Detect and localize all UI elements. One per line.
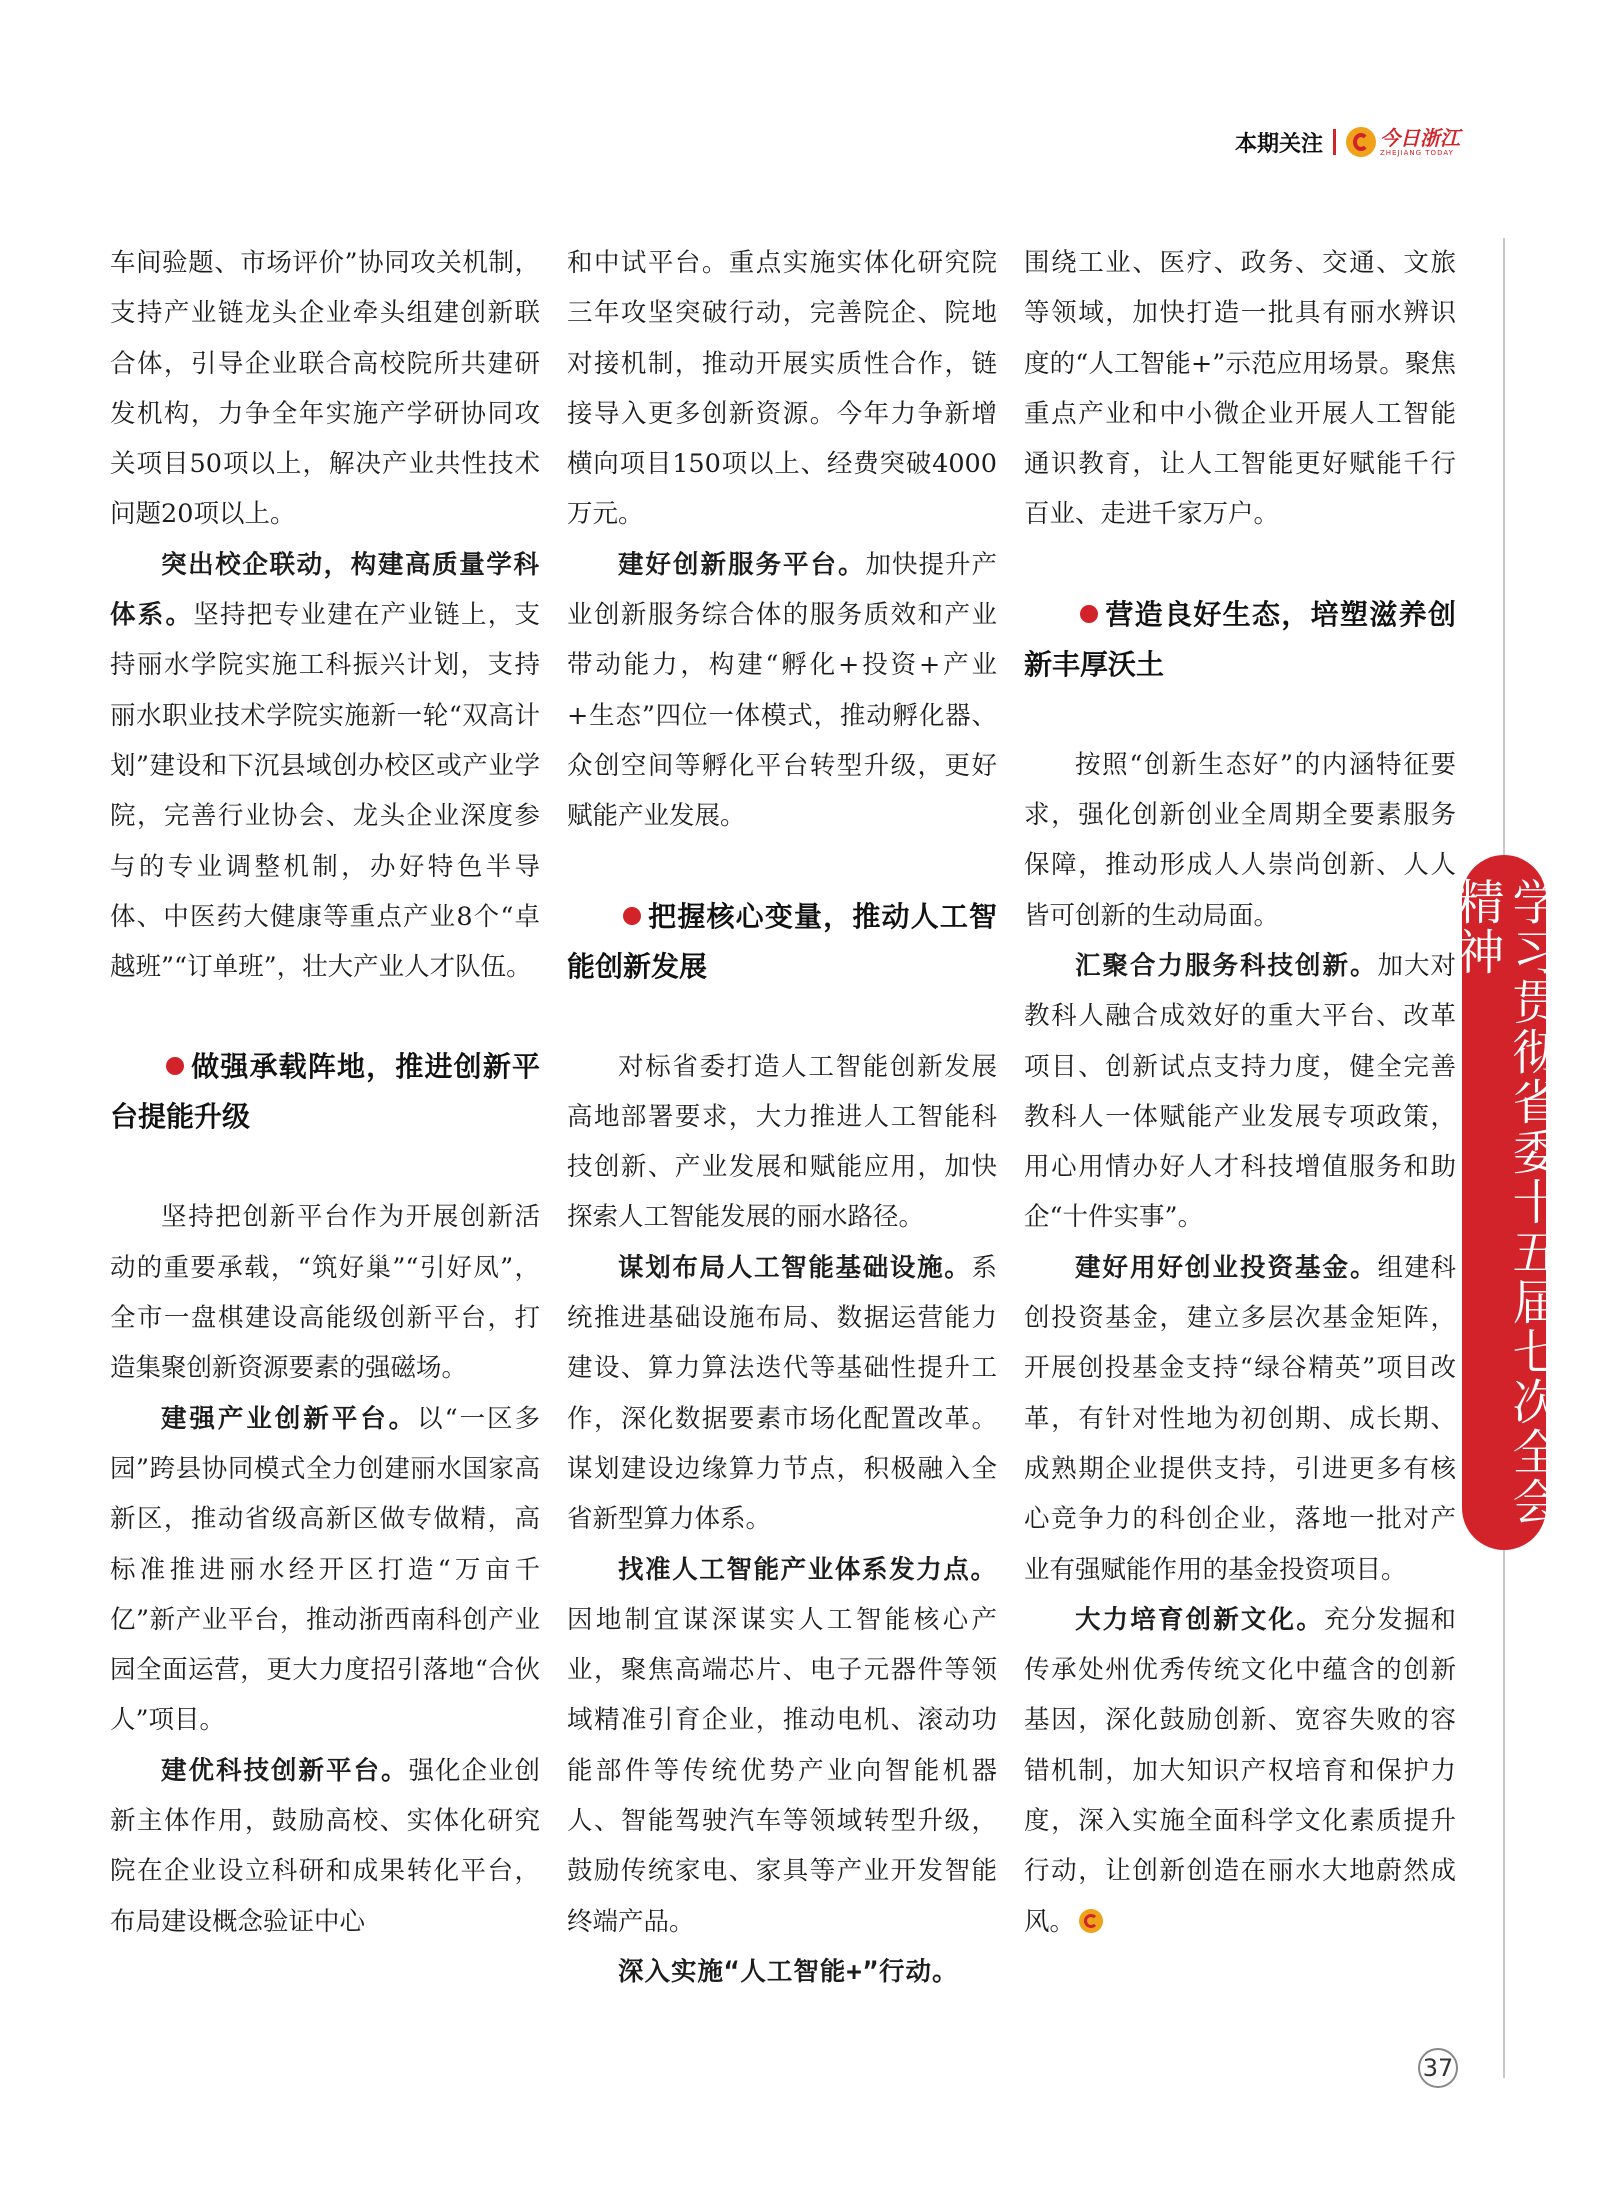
- paragraph: [567, 1947, 997, 1997]
- section-heading-text: 做强承载阵地，推进创新平台提能升级: [110, 1050, 540, 1134]
- paragraph-lead: 谋划布局人工智能基础设施。: [618, 1252, 972, 1283]
- paragraph-body: 充分发掘和传承处州优秀传统文化中蕴含的创新基因，深化鼓励创新、宽容失败的容错机制，加大知识产权培育和保护力度，深入实施全面科学文化素质提升行动，让创新创造在丽水大地蔚然成风。: [1024, 1604, 1456, 1937]
- brand-mark-icon: [1346, 127, 1376, 157]
- paragraph-body: 强化企业创新主体作用，鼓励高校、实体化研究院在企业设立科研和成果转化平台，布局建设概念验证中心: [110, 1755, 540, 1937]
- paragraph: [567, 1243, 997, 1545]
- section-heading: [110, 1042, 540, 1142]
- paragraph: [1024, 1595, 1456, 1947]
- paragraph-body: 加大对教科人融合成效好的重大平台、改革项目、创新试点支持力度，健全完善教科人一体赋能产业发展专项政策，用心用情办好人才科技增值服务和助企“十件实事”。: [1024, 950, 1456, 1233]
- paragraph-body: 以“一区多园”跨县协同模式全力创建丽水国家高新区，推动省级高新区做专做精，高标准推进丽水经开区打造“万亩千亿”新产业平台，推动浙西南科创产业园全面运营，更大力度招引落地“合伙人”项目。: [110, 1403, 540, 1736]
- page-header: [1235, 122, 1460, 162]
- paragraph-lead: 建强产业创新平台。: [161, 1403, 418, 1434]
- paragraph-body: 加快提升产业创新服务综合体的服务质效和产业带动能力，构建“孵化+投资+产业+生态”四位一体模式，推动孵化器、众创空间等孵化平台转型升级，更好赋能产业发展。: [567, 549, 997, 832]
- paragraph-body: 组建科创投资基金，建立多层次基金矩阵，开展创投基金支持“绿谷精英”项目改革，有针对性地为初创期、成长期、成熟期企业提供支持，引进更多有核心竞争力的科创企业，落地一批对产业有强赋能作用的基金投资项目。: [1024, 1252, 1456, 1585]
- paragraph: 按照“创新生态好”的内涵特征要求，强化创新创业全周期全要素服务保障，推动形成人人崇尚创新、人人皆可创新的生动局面。: [1024, 749, 1456, 931]
- side-topic-banner: [1448, 855, 1560, 1550]
- paragraph: [110, 1394, 540, 1746]
- section-heading-text: 把握核心变量，推动人工智能创新发展: [567, 899, 997, 983]
- paragraph-body: 系统推进基础设施布局、数据运营能力建设、算力算法迭代等基础性提升工作，深化数据要素市场化配置改革。谋划建设边缘算力节点，积极融入全省新型算力体系。: [567, 1252, 997, 1535]
- side-banner-text: 学习贯彻省委十五届七次全会精神: [1448, 877, 1560, 1527]
- header-divider: [1333, 129, 1336, 155]
- paragraph: 车间验题、市场评价”协同攻关机制，支持产业链龙头企业牵头组建创新联合体，引导企业联合高校院所共建研发机构，力争全年实施产学研协同攻关项目50项以上，解决产业共性技术问题20项以上。: [110, 248, 540, 530]
- paragraph: [1024, 1243, 1456, 1595]
- paragraph-lead: 突出校企联动，构建高质量学科体系。: [110, 549, 540, 631]
- paragraph-lead: 深入实施“人工智能+”行动。: [618, 1956, 959, 1987]
- paragraph-lead: 汇聚合力服务科技创新。: [1075, 950, 1378, 981]
- paragraph-lead: 建好创新服务平台。: [618, 549, 866, 580]
- section-heading: [567, 892, 997, 992]
- paragraph: [567, 1545, 997, 1947]
- article-column-2: [567, 238, 997, 1997]
- brand-name: 今日浙江: [1380, 125, 1460, 150]
- paragraph-lead: 建优科技创新平台。: [161, 1755, 409, 1786]
- article-column-1: [110, 238, 540, 1947]
- brand-text: [1380, 125, 1460, 157]
- brand-logo: [1346, 127, 1460, 157]
- section-heading-text: 营造良好生态，培塑滋养创新丰厚沃土: [1024, 597, 1456, 681]
- paragraph: 和中试平台。重点实施实体化研究院三年攻坚突破行动，完善院企、院地对接机制，推动开展实质性合作，链接导入更多创新资源。今年力争新增横向项目150项以上、经费突破4000万元。: [567, 248, 997, 530]
- paragraph-lead: 找准人工智能产业体系发力点。: [618, 1554, 997, 1585]
- page-number: 37: [1418, 2048, 1458, 2088]
- brand-subtitle: ZHEJIANG TODAY: [1380, 148, 1454, 157]
- paragraph: [110, 1746, 540, 1947]
- bullet-dot-icon: [1080, 605, 1098, 623]
- paragraph: [1024, 941, 1456, 1243]
- section-heading: [1024, 590, 1456, 690]
- paragraph-body: 坚持把专业建在产业链上，支持丽水学院实施工科振兴计划，支持丽水职业技术学院实施新一轮“双高计划”建设和下沉县域创办校区或产业学院，完善行业协会、龙头企业深度参与的专业调整机制，办好特色半导体、中医药大健康等重点产业8个“卓越班”“订单班”，壮大产业人才队伍。: [110, 600, 540, 983]
- paragraph-lead: 建好用好创业投资基金。: [1075, 1252, 1378, 1283]
- article-end-icon: [1079, 1909, 1103, 1933]
- paragraph: 对标省委打造人工智能创新发展高地部署要求，大力推进人工智能科技创新、产业发展和赋能应用，加快探索人工智能发展的丽水路径。: [567, 1051, 997, 1233]
- paragraph: 围绕工业、医疗、政务、交通、文旅等领域，加快打造一批具有丽水辨识度的“人工智能+”示范应用场景。聚焦重点产业和中小微企业开展人工智能通识教育，让人工智能更好赋能千行百业、走进千家万户。: [1024, 248, 1456, 530]
- bullet-dot-icon: [166, 1057, 184, 1075]
- article-column-3: [1024, 238, 1456, 1947]
- paragraph-lead: 大力培育创新文化。: [1075, 1604, 1324, 1635]
- section-label: 本期关注: [1234, 131, 1323, 157]
- paragraph-body: 因地制宜谋深谋实人工智能核心产业，聚焦高端芯片、电子元器件等领域精准引育企业，推动电机、滚动功能部件等传统优势产业向智能机器人、智能驾驶汽车等领域转型升级，鼓励传统家电、家具等产业开发智能终端产品。: [567, 1604, 997, 1937]
- paragraph: 坚持把创新平台作为开展创新活动的重要承载，“筑好巢”“引好凤”，全市一盘棋建设高能级创新平台，打造集聚创新资源要素的强磁场。: [110, 1202, 540, 1384]
- bullet-dot-icon: [623, 907, 641, 925]
- paragraph: [567, 540, 997, 842]
- paragraph: [110, 540, 540, 993]
